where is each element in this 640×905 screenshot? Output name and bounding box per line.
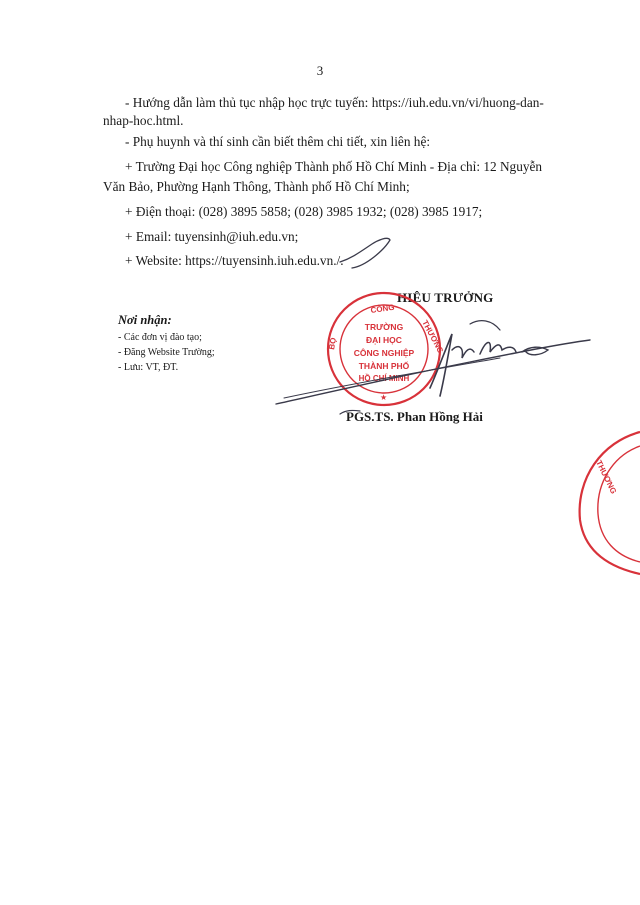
recipient-item: - Các đơn vị đào tạo;	[118, 332, 202, 343]
stamp-left-text: BỘ	[327, 336, 339, 351]
admission-guide-line-cont: nhap-hoc.html.	[103, 113, 184, 128]
partial-stamp-edge	[580, 432, 640, 574]
partial-stamp-text: THƯƠNG	[594, 458, 619, 496]
stamp-center-line: THÀNH PHỐ	[358, 361, 410, 371]
email-line: + Email: tuyensinh@iuh.edu.vn;	[125, 229, 299, 244]
stamp-center-line: TRƯỜNG	[364, 322, 404, 332]
stamp-star-icon: ★	[380, 393, 388, 402]
phone-line: + Điện thoại: (028) 3895 5858; (028) 3985 1932; (028) 3985 1917;	[125, 204, 483, 219]
recipients-title: Nơi nhận:	[118, 313, 172, 327]
stamp-center-line: CÔNG NGHIỆP	[353, 348, 415, 358]
stamp-top-text: CÔNG	[370, 302, 396, 315]
signer-name: PGS.TS. Phan Hồng Hải	[346, 409, 483, 424]
contact-intro-line: - Phụ huynh và thí sinh cần biết thêm chi tiết, xin liên hệ:	[125, 134, 431, 149]
signer-role: HIỆU TRƯỞNG	[397, 290, 494, 305]
page-number: 3	[316, 63, 324, 78]
address-line: + Trường Đại học Công nghiệp Thành phố Hồ Chí Minh - Địa chỉ: 12 Nguyễn	[125, 159, 543, 174]
address-line-cont: Văn Bảo, Phường Hạnh Thông, Thành phố Hồ Chí Minh;	[103, 179, 410, 194]
stamp-center-line: HỒ CHÍ MINH	[358, 374, 410, 383]
stamp-center-line: ĐẠI HỌC	[366, 335, 402, 345]
recipient-item: - Lưu: VT, ĐT.	[118, 362, 179, 373]
stamp-right-text: THƯƠNG	[420, 318, 446, 355]
recipient-item: - Đăng Website Trường;	[118, 347, 215, 358]
website-line: + Website: https://tuyensinh.iuh.edu.vn./.	[125, 253, 344, 268]
admission-guide-line: - Hướng dẫn làm thủ tục nhập học trực tuyến: https://iuh.edu.vn/vi/huong-dan-	[125, 95, 544, 110]
